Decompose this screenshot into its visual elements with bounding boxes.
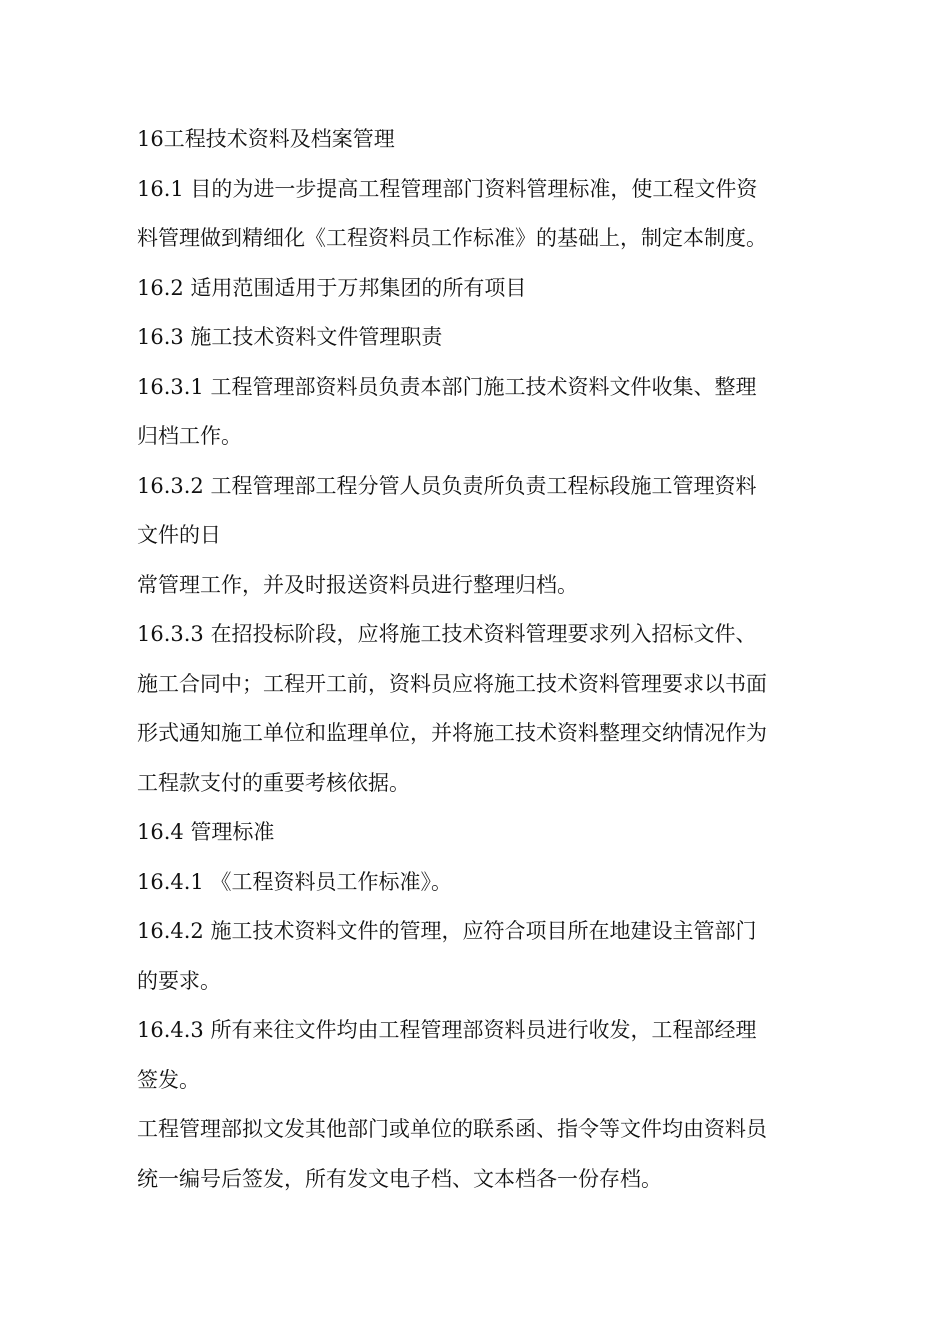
- paragraph-line: 归档工作。: [137, 424, 242, 448]
- paragraph-line: 16.3.1 工程管理部资料员负责本部门施工技术资料文件收集、整理: [137, 374, 757, 399]
- paragraph-line: 16.2 适用范围适用于万邦集团的所有项目: [137, 275, 527, 300]
- paragraph-line: 16.4.2 施工技术资料文件的管理，应符合项目所在地建设主管部门: [137, 919, 757, 943]
- paragraph-line: 16.3.2 工程管理部工程分管人员负责所负责工程标段施工管理资料: [137, 473, 757, 498]
- paragraph-line: 16.3 施工技术资料文件管理职责: [137, 325, 443, 349]
- paragraph-line: 文件的日: [137, 523, 221, 547]
- paragraph-line: 工程管理部拟文发其他部门或单位的联系函、指令等文件均由资料员: [137, 1117, 767, 1141]
- paragraph-line: 料管理做到精细化《工程资料员工作标准》的基础上，制定本制度。: [137, 226, 767, 250]
- paragraph-line: 形式通知施工单位和监理单位，并将施工技术资料整理交纳情况作为: [137, 721, 767, 745]
- paragraph-line: 工程款支付的重要考核依据。: [137, 770, 410, 795]
- paragraph-line: 16.3.3 在招投标阶段，应将施工技术资料管理要求列入招标文件、: [137, 622, 757, 646]
- section-heading: 16工程技术资料及档案管理: [137, 127, 395, 151]
- paragraph-line: 16.1 目的为进一步提高工程管理部门资料管理标准，使工程文件资: [137, 176, 758, 201]
- paragraph-line: 施工合同中；工程开工前，资料员应将施工技术资料管理要求以书面: [137, 671, 767, 696]
- paragraph-line: 常管理工作，并及时报送资料员进行整理归档。: [137, 572, 578, 597]
- paragraph-line: 签发。: [137, 1067, 200, 1092]
- paragraph-line: 的要求。: [137, 968, 221, 993]
- paragraph-line: 16.4.3 所有来往文件均由工程管理部资料员进行收发，工程部经理: [137, 1018, 757, 1042]
- paragraph-line: 16.4.1 《工程资料员工作标准》。: [137, 869, 452, 894]
- paragraph-line: 16.4 管理标准: [137, 820, 275, 844]
- paragraph-line: 统一编号后签发，所有发文电子档、文本档各一份存档。: [137, 1166, 662, 1191]
- document-body: [137, 115, 827, 1204]
